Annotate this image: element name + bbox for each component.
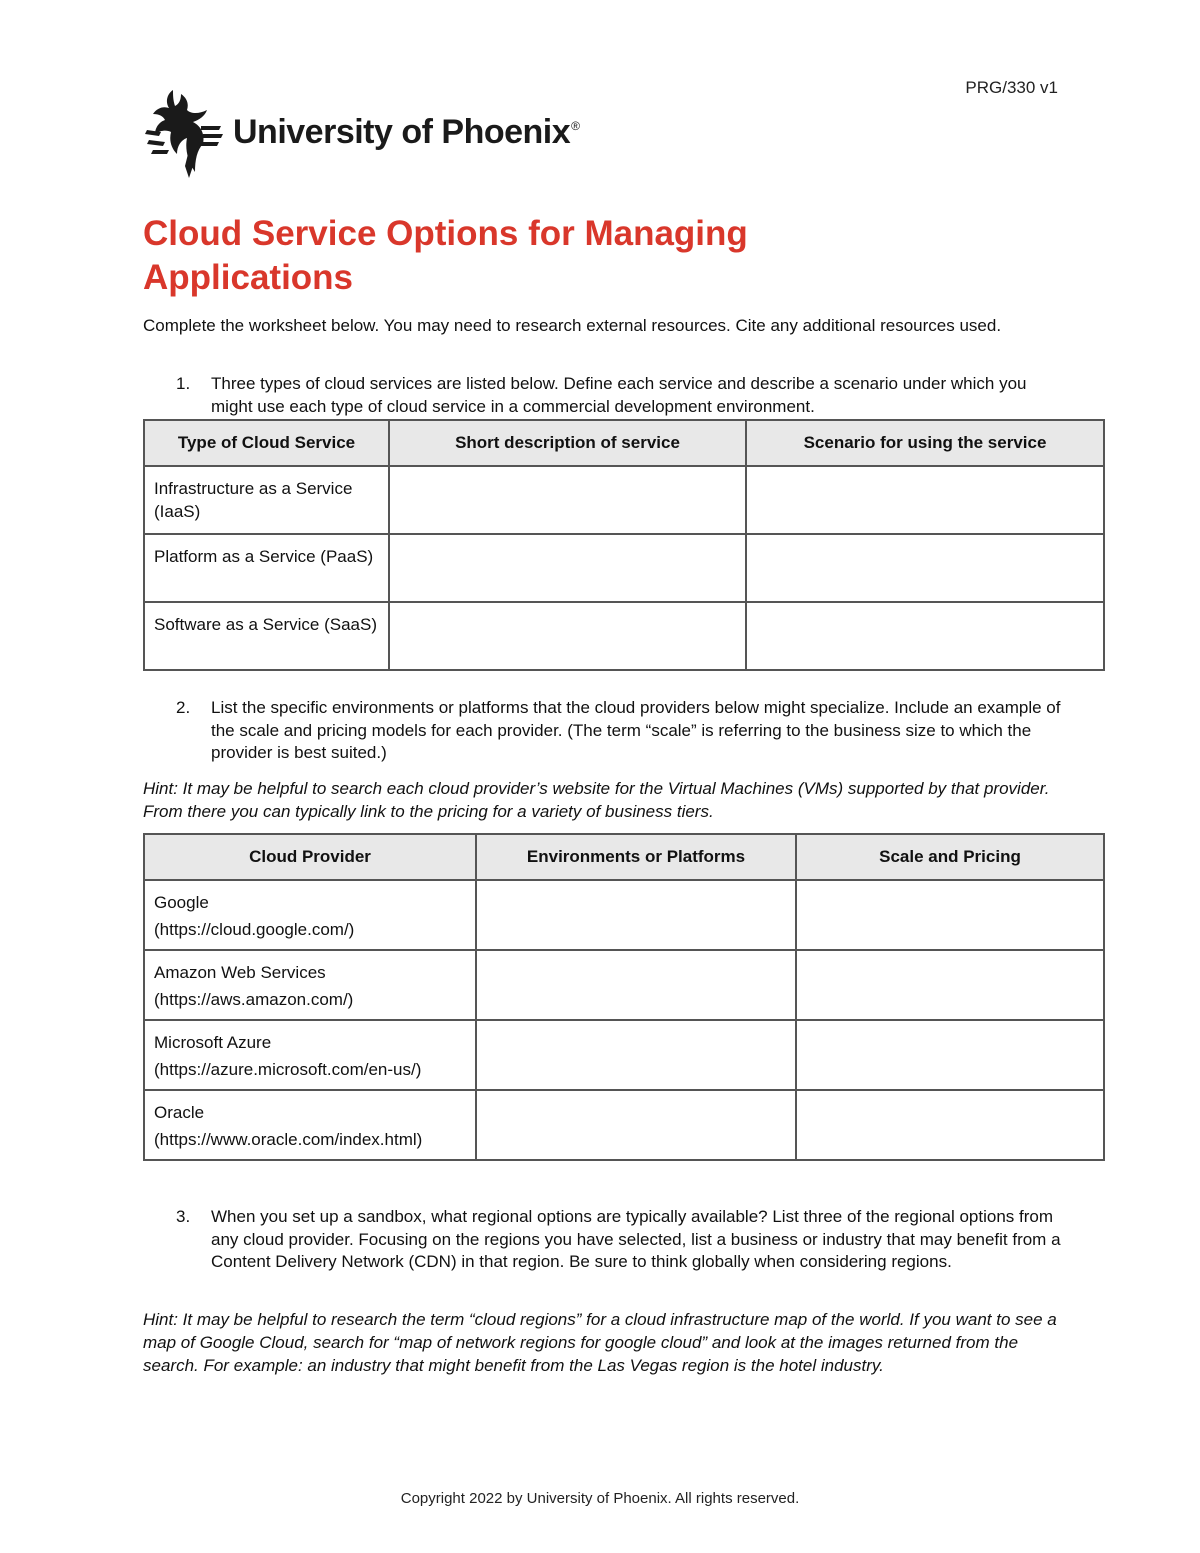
pricing-cell[interactable] — [796, 1090, 1104, 1160]
logo-text — [233, 113, 579, 152]
logo-text-label: University of Phoenix — [233, 112, 571, 151]
column-header: Scale and Pricing — [796, 834, 1104, 880]
page-title: Cloud Service Options for Managing Applications — [143, 214, 748, 297]
provider-cell — [144, 1090, 476, 1160]
question-text: Three types of cloud services are listed below. Define each service and describe a scenario under which you might use each type of cloud service in a commercial development environment. — [211, 374, 1027, 416]
registered-mark: ® — [571, 118, 580, 133]
column-header: Scenario for using the service — [746, 420, 1104, 466]
question-text: List the specific environments or platforms that the cloud providers below might specialize. Include an example of the scale and pricing models for each provider. (The term “scale” is referring to the business size to which the provider is best suited.) — [211, 698, 1061, 762]
table-row — [144, 1020, 1104, 1090]
provider-url: (https://www.oracle.com/index.html) — [154, 1130, 423, 1149]
provider-name: Microsoft Azure — [154, 1033, 272, 1052]
provider-cell — [144, 950, 476, 1020]
description-cell[interactable] — [389, 534, 746, 602]
scenario-cell[interactable] — [746, 534, 1104, 602]
cloud-provider-table — [143, 833, 1105, 1161]
column-header: Type of Cloud Service — [144, 420, 389, 466]
description-cell[interactable] — [389, 466, 746, 534]
table-row — [144, 880, 1104, 950]
table-row — [144, 950, 1104, 1020]
service-type-cell: Infrastructure as a Service (IaaS) — [144, 466, 389, 534]
pricing-cell[interactable] — [796, 1020, 1104, 1090]
copyright-footer: Copyright 2022 by University of Phoenix. All rights reserved. — [400, 1490, 800, 1507]
question-number: 2. — [176, 698, 191, 717]
pricing-cell[interactable] — [796, 950, 1104, 1020]
column-header: Environments or Platforms — [476, 834, 796, 880]
provider-name: Google — [154, 893, 209, 912]
question-2 — [143, 697, 1063, 765]
description-cell[interactable] — [389, 602, 746, 670]
table-header-row — [144, 834, 1104, 880]
table-row — [144, 602, 1104, 670]
scenario-cell[interactable] — [746, 466, 1104, 534]
environments-cell[interactable] — [476, 880, 796, 950]
provider-cell — [144, 880, 476, 950]
intro-text: Complete the worksheet below. You may need to research external resources. Cite any additional resources used. — [143, 316, 1002, 335]
environments-cell[interactable] — [476, 1020, 796, 1090]
provider-name: Amazon Web Services — [154, 963, 326, 982]
question-1 — [143, 373, 1063, 418]
question-number: 3. — [176, 1207, 191, 1226]
phoenix-bird-icon — [143, 86, 223, 178]
provider-url: (https://azure.microsoft.com/en-us/) — [154, 1060, 422, 1079]
environments-cell[interactable] — [476, 1090, 796, 1160]
column-header: Cloud Provider — [144, 834, 476, 880]
table-row — [144, 466, 1104, 534]
university-logo — [143, 86, 579, 178]
question-3 — [143, 1206, 1063, 1274]
question-text: When you set up a sandbox, what regional options are typically available? List three of the regional options from any cloud provider. Focusing on the regions you have selected, list a business or industry that may benefit from a Content Delivery Network (CDN) in that region. Be sure to think globally when considering regions. — [211, 1207, 1061, 1271]
environments-cell[interactable] — [476, 950, 796, 1020]
table-header-row — [144, 420, 1104, 466]
column-header: Short description of service — [389, 420, 746, 466]
service-type-cell: Software as a Service (SaaS) — [144, 602, 389, 670]
provider-url: (https://cloud.google.com/) — [154, 920, 355, 939]
pricing-cell[interactable] — [796, 880, 1104, 950]
table-row — [144, 534, 1104, 602]
hint-text: Hint: It may be helpful to search each cloud provider’s website for the Virtual Machines (VMs) supported by that provider. From there you can typically link to the pricing for a variety of business tiers. — [143, 779, 1050, 821]
course-code: PRG/330 v1 — [965, 78, 1058, 97]
service-type-cell: Platform as a Service (PaaS) — [144, 534, 389, 602]
scenario-cell[interactable] — [746, 602, 1104, 670]
table-row — [144, 1090, 1104, 1160]
question-number: 1. — [176, 374, 191, 393]
cloud-service-table — [143, 419, 1105, 671]
provider-name: Oracle — [154, 1103, 205, 1122]
provider-url: (https://aws.amazon.com/) — [154, 990, 354, 1009]
provider-cell — [144, 1020, 476, 1090]
hint-text: Hint: It may be helpful to research the term “cloud regions” for a cloud infrastructure map of the world. If you want to see a map of Google Cloud, search for “map of network regions for google cloud” and look at the images returned from the search. For example: an industry that might benefit from the Las Vegas region is the hotel industry. — [143, 1310, 1057, 1375]
